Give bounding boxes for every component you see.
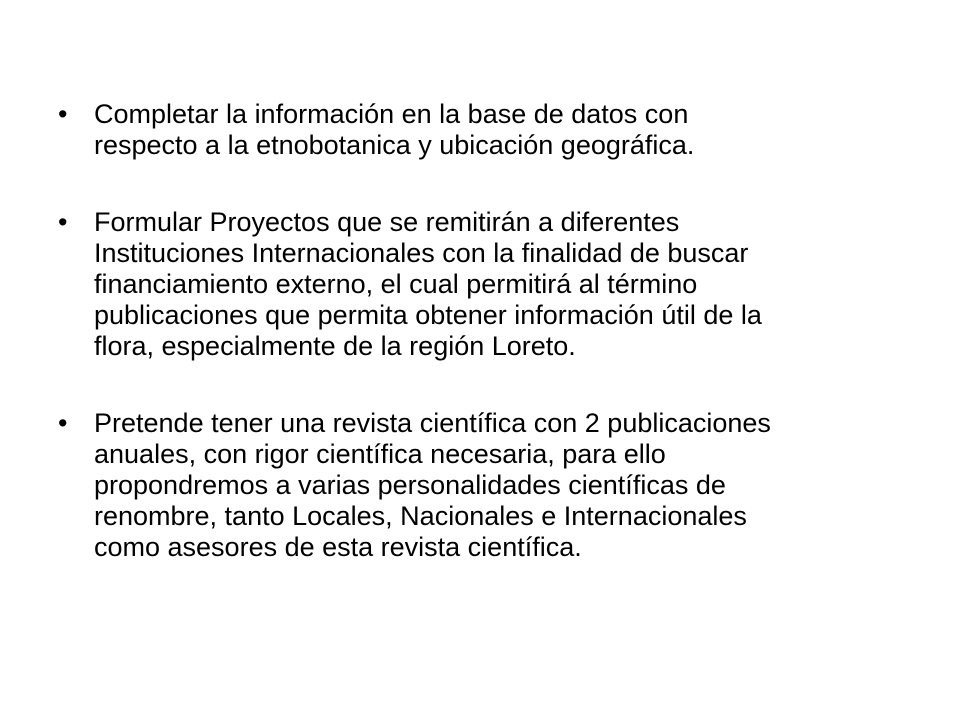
bullet-icon: • — [58, 207, 68, 237]
bullet-text-line: flora, especialmente de la región Loreto. — [94, 331, 576, 361]
bullet-list — [58, 99, 908, 563]
bullet-text-line: publicaciones que permita obtener información útil de la — [94, 300, 762, 330]
bullet-icon: • — [58, 99, 68, 129]
bullet-text-line: Completar la información en la base de datos con — [94, 99, 689, 129]
bullet-item-database — [58, 99, 908, 161]
bullet-text-line: propondremos a varias personalidades científicas de — [94, 470, 726, 500]
bullet-text-line: anuales, con rigor científica necesaria, para ello — [94, 439, 666, 469]
bullet-text-line: financiamiento externo, el cual permitirá al término — [94, 269, 698, 299]
bullet-text-line: Pretende tener una revista científica con 2 publicaciones — [94, 408, 771, 438]
bullet-text-line: Formular Proyectos que se remitirán a diferentes — [94, 207, 680, 237]
bullet-item-journal — [58, 408, 908, 563]
bullet-text-line: como asesores de esta revista científica. — [94, 532, 582, 562]
bullet-text-line: renombre, tanto Locales, Nacionales e Internacionales — [94, 501, 747, 531]
bullet-item-projects — [58, 207, 908, 362]
bullet-icon: • — [58, 408, 68, 438]
bullet-text-line: respecto a la etnobotanica y ubicación geográfica. — [94, 130, 695, 160]
bullet-text-line: Instituciones Internacionales con la finalidad de buscar — [94, 238, 749, 268]
